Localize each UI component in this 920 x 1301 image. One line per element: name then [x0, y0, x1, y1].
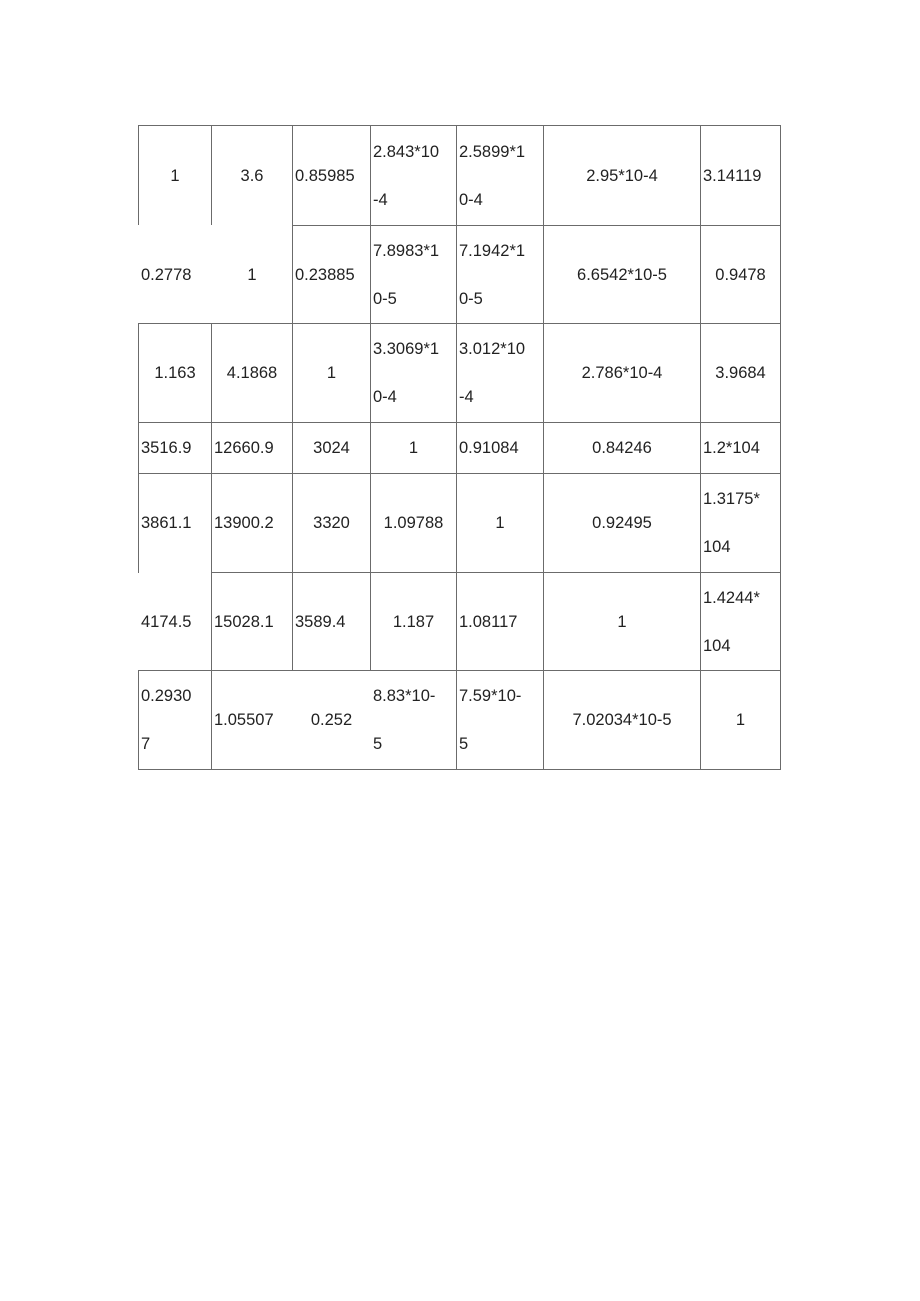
table-cell	[701, 126, 782, 225]
table-cell	[139, 226, 213, 323]
table-cell-value: 1	[170, 166, 180, 185]
table-cell	[293, 671, 370, 769]
table-cell	[293, 423, 370, 473]
table-cell-value: 3.14119	[703, 166, 762, 185]
table-cell	[544, 671, 700, 769]
table-cell	[701, 671, 780, 769]
table-cell	[701, 573, 782, 670]
table-cell-value: 1	[735, 711, 746, 729]
table-cell-value: 13900.2	[214, 514, 274, 532]
table-cell-value: 0.252	[310, 711, 353, 729]
table-cell-value: 3589.4	[295, 612, 346, 631]
table-cell	[371, 126, 458, 225]
table-cell-value: 1	[495, 514, 505, 532]
table-cell-value: 8.83*10- 5	[373, 687, 436, 753]
table-cell	[293, 126, 372, 225]
table-cell-value: 3.012*10 -4	[459, 340, 526, 406]
table-cell	[371, 573, 456, 670]
table-cell	[212, 226, 292, 323]
table-cell-value: 1	[617, 612, 627, 631]
table-cell-value: 7.8983*1 0-5	[373, 241, 440, 308]
table-cell-value: 0.2778	[141, 265, 192, 284]
table-cell-value: 6.6542*10-5	[577, 265, 667, 284]
table-cell-value: 15028.1	[214, 612, 274, 631]
table-cell	[457, 671, 545, 769]
table-cell	[212, 474, 294, 572]
table-cell-value: 3024	[313, 439, 350, 457]
table-cell-value: 4.1868	[226, 364, 278, 382]
table-cell	[371, 423, 456, 473]
table-cell	[544, 324, 700, 422]
table-cell	[701, 474, 782, 572]
table-cell	[371, 474, 456, 572]
table-cell-value: 2.95*10-4	[586, 166, 658, 185]
table-cell	[212, 126, 292, 225]
table-cell	[212, 573, 294, 670]
table-cell	[212, 423, 294, 473]
table-cell-value: 1.08117	[459, 612, 518, 631]
table-cell-value: 0.9478	[715, 265, 766, 284]
table-cell-value: 0.92495	[592, 514, 652, 532]
table-cell-value: 3861.1	[141, 514, 192, 532]
table-cell	[293, 474, 370, 572]
table-cell-value: 0.85985	[295, 166, 355, 185]
table-cell-value: 3.6	[240, 166, 264, 185]
table-cell	[544, 126, 700, 225]
table-cell	[212, 671, 294, 769]
table-cell	[293, 226, 372, 323]
table-cell-value: 1	[247, 265, 257, 284]
table-cell-value: 7.59*10- 5	[459, 687, 522, 753]
table-cell-value: 0.23885	[295, 265, 355, 284]
table-cell-value: 12660.9	[214, 439, 274, 457]
table-cell-value: 0.91084	[459, 439, 519, 457]
table-cell	[139, 423, 213, 473]
table-cell-value: 0.2930 7	[141, 687, 192, 753]
table-cell	[544, 474, 700, 572]
table-cell-value: 2.786*10-4	[581, 364, 663, 382]
table-cell	[139, 573, 213, 670]
table-cell	[701, 423, 782, 473]
table-cell-value: 7.02034*10-5	[572, 711, 672, 729]
table-cell-value: 3516.9	[141, 439, 192, 457]
table-cell-value: 1	[408, 439, 419, 457]
table-cell	[293, 573, 372, 670]
table-cell	[544, 573, 700, 670]
table-cell-value: 1.09788	[383, 514, 444, 532]
table-cell-value: 1.05507	[214, 711, 274, 729]
table-cell	[544, 423, 700, 473]
table-cell-value: 1.4244* 104	[703, 588, 760, 655]
table-cell-value: 3320	[313, 514, 350, 532]
table-cell	[457, 324, 545, 422]
table-cell	[139, 474, 213, 572]
table-cell	[457, 573, 545, 670]
table-cell-value: 1	[326, 364, 337, 382]
table-cell-value: 4174.5	[141, 612, 192, 631]
table-cell-value: 2.5899*1 0-4	[459, 142, 526, 209]
table-cell	[457, 474, 543, 572]
table-cell	[371, 324, 458, 422]
table-cell	[701, 324, 780, 422]
table-cell	[457, 226, 545, 323]
table-cell	[293, 324, 370, 422]
table-cell	[544, 226, 700, 323]
table-cell	[701, 226, 780, 323]
table-cell	[139, 126, 211, 225]
table-cell-value: 1.2*104	[703, 439, 760, 457]
table-cell	[139, 671, 213, 769]
table-cell-value: 1.163	[154, 364, 196, 382]
table-cell-value: 3.3069*1 0-4	[373, 340, 440, 406]
table-border-horizontal	[138, 769, 781, 770]
table-cell	[371, 671, 458, 769]
table-cell	[371, 226, 458, 323]
table-cell-value: 1.3175* 104	[703, 490, 760, 556]
table-cell-value: 7.1942*1 0-5	[459, 241, 526, 308]
table-cell-value: 3.9684	[715, 364, 766, 382]
table-cell-value: 0.84246	[592, 439, 652, 457]
table-cell-value: 1.187	[392, 612, 435, 631]
table-cell	[212, 324, 292, 422]
table-cell	[457, 423, 545, 473]
table-cell-value: 2.843*10 -4	[373, 142, 440, 209]
table-cell	[457, 126, 545, 225]
table-cell	[139, 324, 211, 422]
